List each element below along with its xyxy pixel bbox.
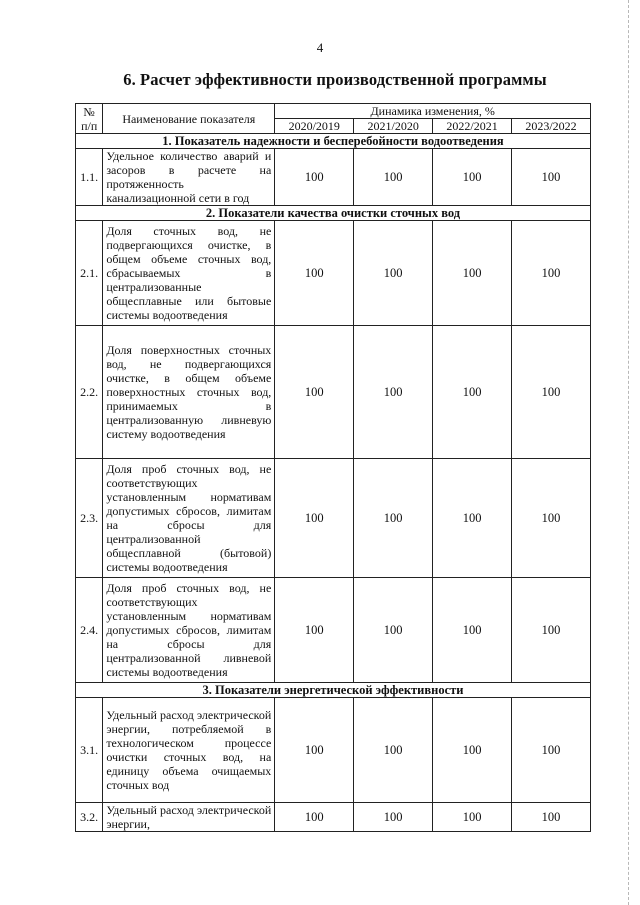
row-num: 2.1. [76,221,103,326]
row-name: Удельный расход электрической энергии, [103,803,275,832]
row-value: 100 [354,803,433,832]
row-num: 2.3. [76,459,103,578]
row-num: 3.1. [76,698,103,803]
row-value: 100 [512,459,591,578]
table-row [76,698,591,803]
page-number: 4 [316,40,324,55]
row-value: 100 [354,459,433,578]
row-value: 100 [275,578,354,683]
section-title: 1. Показатель надежности и бесперебойности водоотведения [76,134,591,149]
section-row [76,206,591,221]
row-value: 100 [354,326,433,459]
page-title: 6. Расчет эффективности производственной программы [123,70,547,89]
table-row [76,459,591,578]
row-value: 100 [433,221,512,326]
row-value: 100 [433,459,512,578]
page-edge-line [628,0,629,905]
header-name: Наименование показателя [103,104,275,134]
row-name: Доля сточных вод, не подвергающихся очистке, в общем объеме сточных вод, сбрасываемых в централизованные общесплавные или бытовые системы водоотведения [103,221,275,326]
row-value: 100 [433,803,512,832]
row-num: 3.2. [76,803,103,832]
row-value: 100 [354,698,433,803]
row-value: 100 [354,221,433,326]
table-row [76,803,591,832]
row-value: 100 [275,803,354,832]
row-value: 100 [354,578,433,683]
row-name: Удельное количество аварий и засоров в расчете на протяженность канализационной сети в год [103,149,275,206]
row-value: 100 [433,698,512,803]
row-value: 100 [275,149,354,206]
row-num: 1.1. [76,149,103,206]
row-value: 100 [433,149,512,206]
efficiency-table [75,103,591,832]
header-year: 2021/2020 [354,119,433,134]
table-row [76,326,591,459]
row-value: 100 [512,221,591,326]
header-dynamics: Динамика изменения, % [275,104,591,119]
row-value: 100 [512,698,591,803]
row-value: 100 [354,149,433,206]
row-value: 100 [433,578,512,683]
row-value: 100 [275,326,354,459]
row-value: 100 [275,459,354,578]
row-num: 2.4. [76,578,103,683]
header-year: 2022/2021 [433,119,512,134]
row-value: 100 [512,803,591,832]
header-year: 2020/2019 [275,119,354,134]
section-title: 2. Показатели качества очистки сточных вод [76,206,591,221]
section-row [76,134,591,149]
row-value: 100 [275,221,354,326]
row-name: Доля поверхностных сточных вод, не подвергающихся очистке, в общем объеме поверхностных сточных вод, принимаемых в централизованную ливневую систему водоотведения [103,326,275,459]
section-title: 3. Показатели энергетической эффективности [76,683,591,698]
section-row [76,683,591,698]
row-name: Доля проб сточных вод, не соответствующих установленным нормативам допустимых сбросов, лимитам на сбросы для централизованной общесплавной (бытовой) системы водоотведения [103,459,275,578]
row-value: 100 [512,149,591,206]
row-value: 100 [433,326,512,459]
row-value: 100 [275,698,354,803]
row-num: 2.2. [76,326,103,459]
row-name: Удельный расход электрической энергии, потребляемой в технологическом процессе очистки сточных вод, на единицу объема очищаемых сточных вод [103,698,275,803]
row-value: 100 [512,326,591,459]
table-row [76,221,591,326]
table-row [76,578,591,683]
table-row [76,149,591,206]
header-num: № п/п [76,104,103,134]
row-value: 100 [512,578,591,683]
header-year: 2023/2022 [512,119,591,134]
row-name: Доля проб сточных вод, не соответствующих установленным нормативам допустимых сбросов, лимитам на сбросы для централизованной ливневой системы водоотведения [103,578,275,683]
